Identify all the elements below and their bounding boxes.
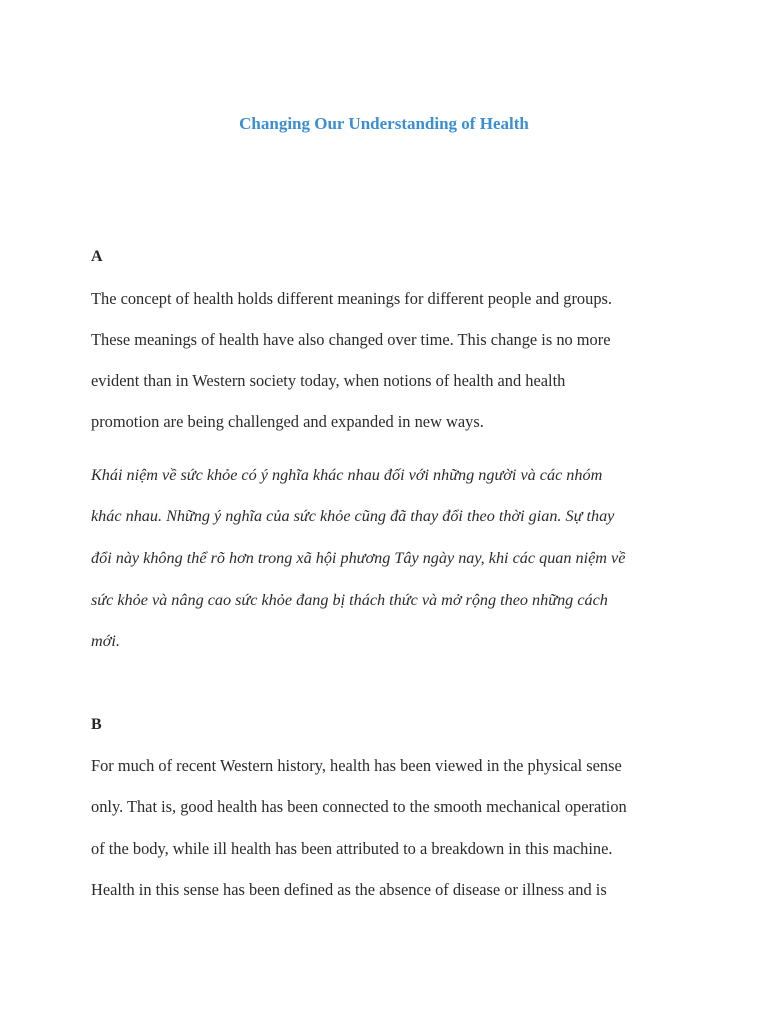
section-a-translation-line-5: mới. (91, 632, 120, 650)
section-a-english-line-4: promotion are being challenged and expanded in new ways. (91, 412, 484, 431)
document-title: Changing Our Understanding of Health (239, 114, 529, 133)
section-b-english-line-2: only. That is, good health has been connected to the smooth mechanical operation (91, 797, 627, 816)
section-a-translation-line-2: khác nhau. Những ý nghĩa của sức khỏe cũng đã thay đổi theo thời gian. Sự thay (91, 507, 615, 525)
section-a-english-line-3: evident than in Western society today, when notions of health and health (91, 371, 566, 390)
section-a-english-line-2: These meanings of health have also changed over time. This change is no more (91, 330, 611, 349)
section-a-english-line-1: The concept of health holds different meanings for different people and groups. (91, 289, 612, 308)
section-b-heading: B (91, 716, 102, 733)
section-b-english-line-3: of the body, while ill health has been attributed to a breakdown in this machine. (91, 839, 613, 858)
section-a-translation-line-3: đổi này không thể rõ hơn trong xã hội phương Tây ngày nay, khi các quan niệm về (91, 549, 626, 567)
section-b-english-line-4: Health in this sense has been defined as the absence of disease or illness and is (91, 880, 607, 899)
section-b-english-line-1: For much of recent Western history, health has been viewed in the physical sense (91, 756, 622, 775)
section-a-translation-line-4: sức khỏe và nâng cao sức khỏe đang bị thách thức và mở rộng theo những cách (91, 591, 608, 609)
section-a-translation-line-1: Khái niệm về sức khỏe có ý nghĩa khác nhau đối với những người và các nhóm (91, 466, 603, 484)
section-a-heading: A (91, 248, 103, 265)
